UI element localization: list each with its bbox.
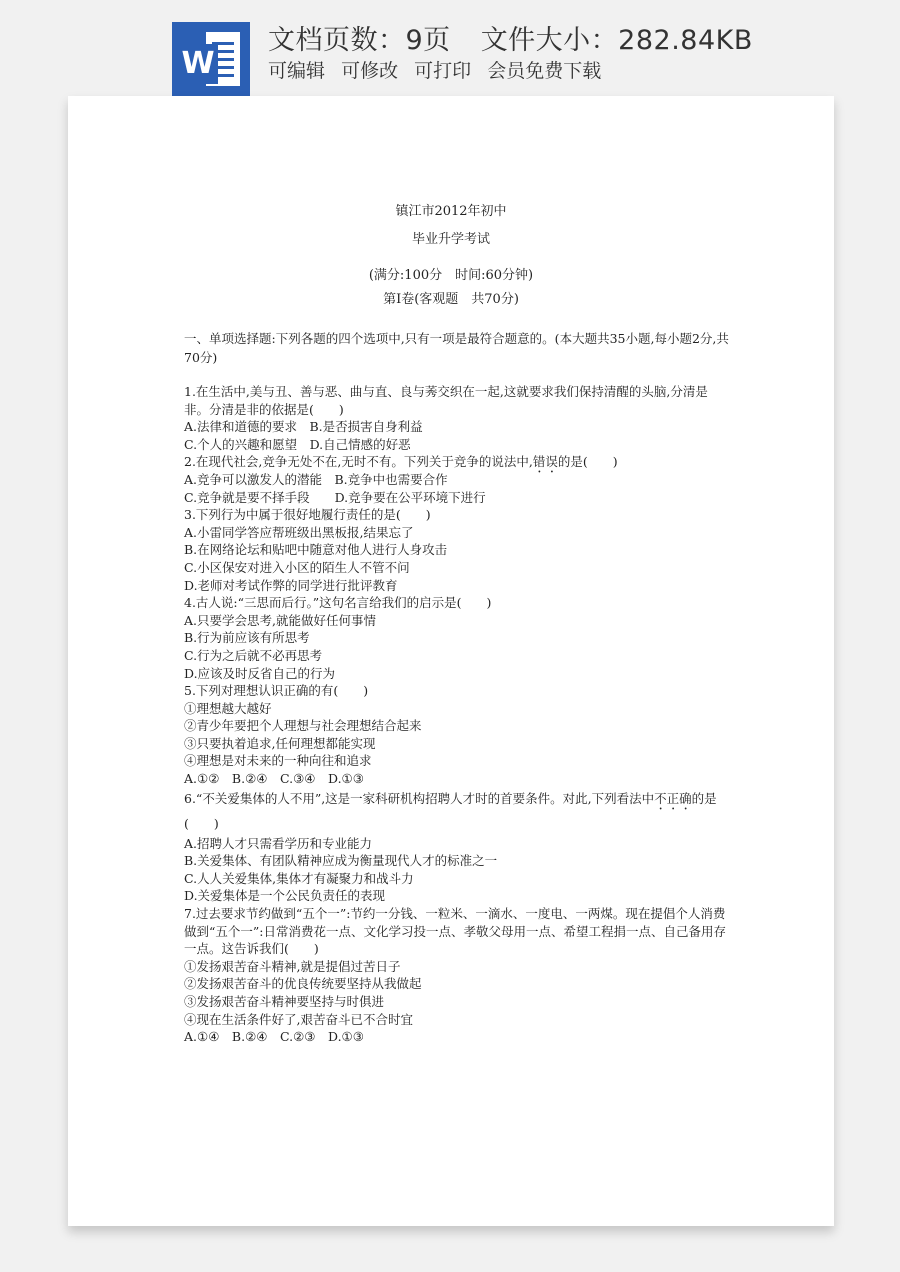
option-line: C.行为之后就不必再思考: [184, 647, 323, 663]
option-line: B.关爱集体、有团队精神应成为衡量现代人才的标准之一: [184, 853, 498, 869]
option-line: B.在网络论坛和贴吧中随意对他人进行人身攻击: [184, 542, 448, 558]
feature-printable: 可打印: [414, 60, 472, 82]
question-6: 6.“不关爱集体的人不用”,这是一家科研机构招聘人才时的首要条件。对此,下列看法中不正确的是( ): [184, 790, 717, 831]
option-line: A.①② B.②④ C.③④ D.①③: [184, 771, 364, 787]
option-line: C.个人的兴趣和愿望 D.自己情感的好恶: [184, 436, 411, 452]
option-line: C.人人关爱集体,集体才有凝聚力和战斗力: [184, 870, 414, 886]
feature-editable: 可编辑: [268, 60, 326, 82]
statement-line: ④现在生活条件好了,艰苦奋斗已不合时宜: [184, 1011, 413, 1027]
statement-line: ③发扬艰苦奋斗精神要坚持与时俱进: [184, 994, 385, 1009]
section-intro: 一、单项选择题:下列各题的四个选项中,只有一项是最符合题意的。(本大题共35小题,每小题2分,共70分): [184, 331, 729, 365]
word-document-icon: [172, 22, 250, 96]
doc-part-heading: 第Ⅰ卷(客观题 共70分): [383, 292, 519, 307]
option-line: A.招聘人才只需看学历和专业能力: [184, 835, 373, 851]
option-line: D.关爱集体是一个公民负责任的表现: [184, 888, 386, 904]
question-list: [184, 383, 729, 1046]
statement-line: ④理想是对未来的一种向往和追求: [184, 753, 372, 769]
emphasis-mark: 不正确: [654, 790, 692, 806]
option-line: D.老师对考试作弊的同学进行批评教育: [184, 577, 398, 593]
option-line: C.竞争就是要不择手段 D.竞争要在公平环境下进行: [184, 489, 486, 505]
option-line: C.小区保安对进入小区的陌生人不管不问: [184, 559, 410, 575]
option-line: D.应该及时反省自己的行为: [184, 665, 336, 681]
statement-line: ①发扬艰苦奋斗精神,就是提倡过苦日子: [184, 958, 401, 974]
feature-list: [268, 56, 611, 83]
feature-member-download: 会员免费下载: [487, 60, 602, 82]
statement-line: ②发扬艰苦奋斗的优良传统要坚持从我做起: [184, 976, 422, 992]
document-page: [68, 96, 834, 1226]
question-2: 2.在现代社会,竞争无处不在,无时不有。下列关于竞争的说法中,错误的是( ): [184, 454, 618, 470]
question-1: 1.在生活中,美与丑、善与恶、曲与直、良与莠交织在一起,这就要求我们保持清醒的头脑,分清是非。分清是非的依据是( ): [184, 384, 708, 417]
statement-line: ②青少年要把个人理想与社会理想结合起来: [184, 718, 422, 734]
option-line: A.小雷同学答应帮班级出黑板报,结果忘了: [184, 524, 414, 540]
statement-line: ①理想越大越好: [184, 700, 272, 716]
emphasis-mark: 错误: [532, 454, 558, 470]
question-3: 3.下列行为中属于很好地履行责任的是( ): [184, 507, 431, 523]
statement-line: ③只要执着追求,任何理想都能实现: [184, 735, 376, 751]
question-7: 7.过去要求节约做到“五个一”:节约一分钱、一粒米、一滴水、一度电、一两煤。现在提倡个人消费做到“五个一”:日常消费花一点、文化学习投一点、孝敬父母用一点、希望工程捐一点、自己备用存一点。这告诉我们( ): [184, 906, 726, 957]
file-size: 文件大小：282.84KB: [480, 25, 753, 56]
option-line: A.法律和道德的要求 B.是否损害自身利益: [184, 419, 423, 435]
doc-title-line2: 毕业升学考试: [411, 232, 490, 247]
question-4: 4.古人说:“三思而后行。”这句名言给我们的启示是( ): [184, 595, 492, 611]
option-line: A.①④ B.②④ C.②③ D.①③: [184, 1029, 364, 1045]
page-count: 文档页数：9页: [268, 25, 451, 56]
download-banner: [0, 0, 900, 96]
option-line: A.只要学会思考,就能做好任何事情: [184, 612, 376, 628]
doc-meta: (满分:100分 时间:60分钟): [368, 268, 534, 283]
option-line: B.行为前应该有所思考: [184, 630, 310, 646]
feature-modifiable: 可修改: [341, 60, 399, 82]
doc-title-line1: 镇江市2012年初中: [395, 204, 507, 219]
option-line: A.竞争可以激发人的潜能 B.竞争中也需要合作: [184, 471, 448, 487]
question-5: 5.下列对理想认识正确的有( ): [184, 683, 369, 699]
word-letter: W: [178, 44, 218, 84]
